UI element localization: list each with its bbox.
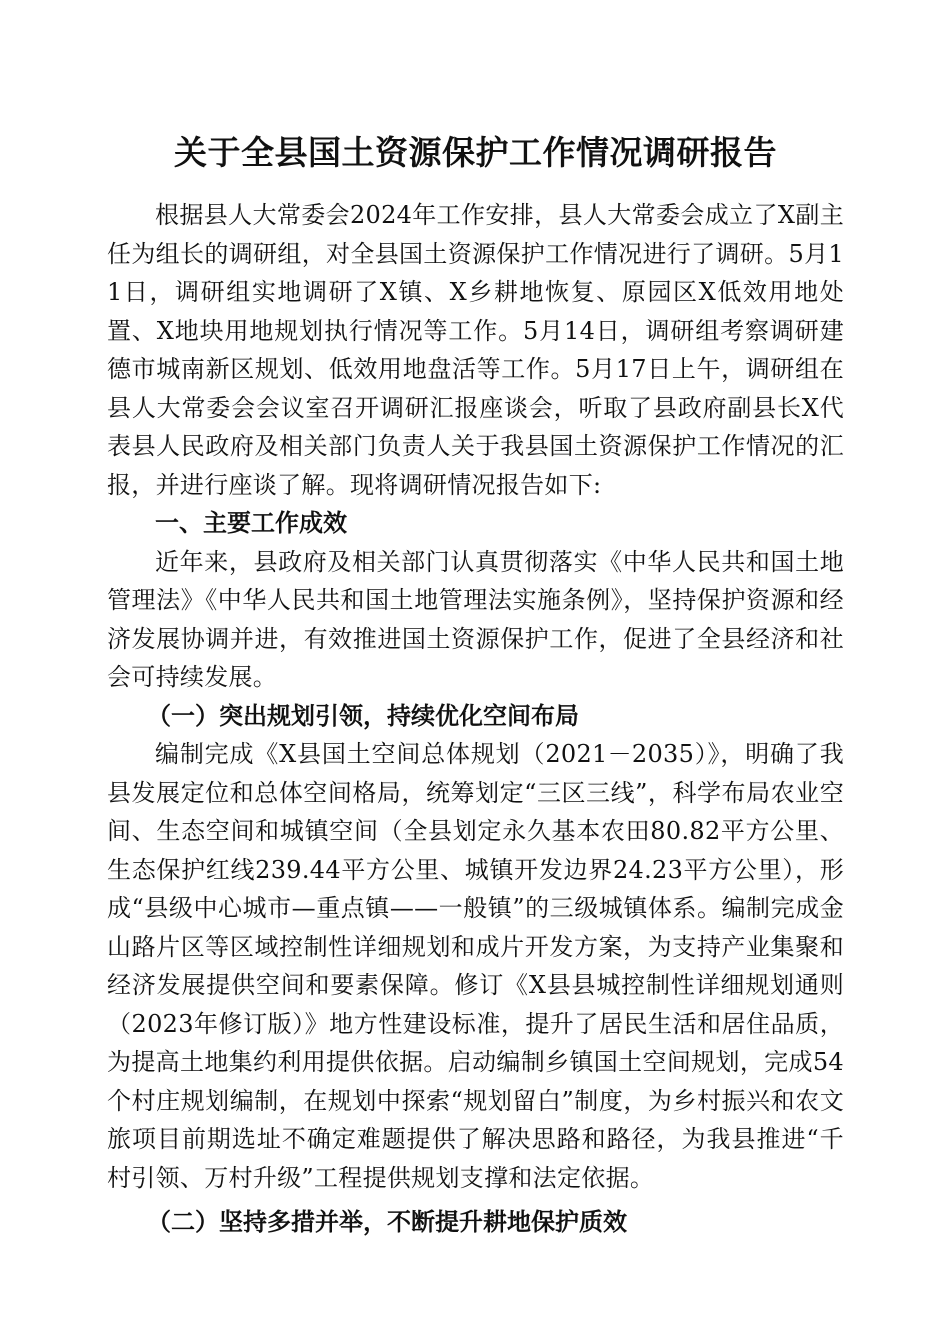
subsection-paragraph-planning: 编制完成《X县国土空间总体规划（2021－2035）》，明确了我县发展定位和总体空间格局，统筹划定“三区三线”，科学布局农业空间、生态空间和城镇空间（全县划定永久基本农田80.82平方公里、生态保护红线239.44平方公里、城镇开发边界24.23平方公里），形成“县级中心城市—重点镇——一般镇”的三级城镇体系。编制完成金山路片区等区域控制性详细规划和成片开发方案，为支持产业集聚和经济发展提供空间和要素保障。修订《X县县城控制性详细规划通则（2023年修订版）》地方性建设标准，提升了居民生活和居住品质，为提高土地集约利用提供依据。启动编制乡镇国土空间规划，完成54个村庄规划编制，在规划中探索“规划留白”制度，为乡村振兴和农文旅项目前期选址不确定难题提供了解决思路和路径，为我县推进“千村引领、万村升级”工程提供规划支撑和法定依据。	[107, 740, 844, 1192]
document-title: 关于全县国土资源保护工作情况调研报告	[174, 133, 777, 172]
section-paragraph-main-results: 近年来，县政府及相关部门认真贯彻落实《中华人民共和国土地管理法》《中华人民共和国土地管理法实施条例》，坚持保护资源和经济发展协调并进，有效推进国土资源保护工作，促进了全县经济和社会可持续发展。	[107, 547, 844, 691]
document-page	[107, 128, 844, 1242]
subsection-heading-planning: （一）突出规划引领，持续优化空间布局	[147, 700, 579, 730]
subsection-heading-farmland: （二）坚持多措并举，不断提升耕地保护质效	[147, 1207, 627, 1236]
section-heading-main-results: 一、主要工作成效	[155, 508, 347, 537]
intro-paragraph: 根据县人大常委会2024年工作安排，县人大常委会成立了X副主任为组长的调研组，对全县国土资源保护工作情况进行了调研。5月11日，调研组实地调研了X镇、X乡耕地恢复、原园区X低效用地处置、X地块用地规划执行情况等工作。5月14日，调研组考察调研建德市城南新区规划、低效用地盘活等工作。5月17日上午，调研组在县人大常委会会议室召开调研汇报座谈会，听取了县政府副县长X代表县人民政府及相关部门负责人关于我县国土资源保护工作情况的汇报，并进行座谈了解。现将调研情况报告如下:	[107, 201, 844, 499]
